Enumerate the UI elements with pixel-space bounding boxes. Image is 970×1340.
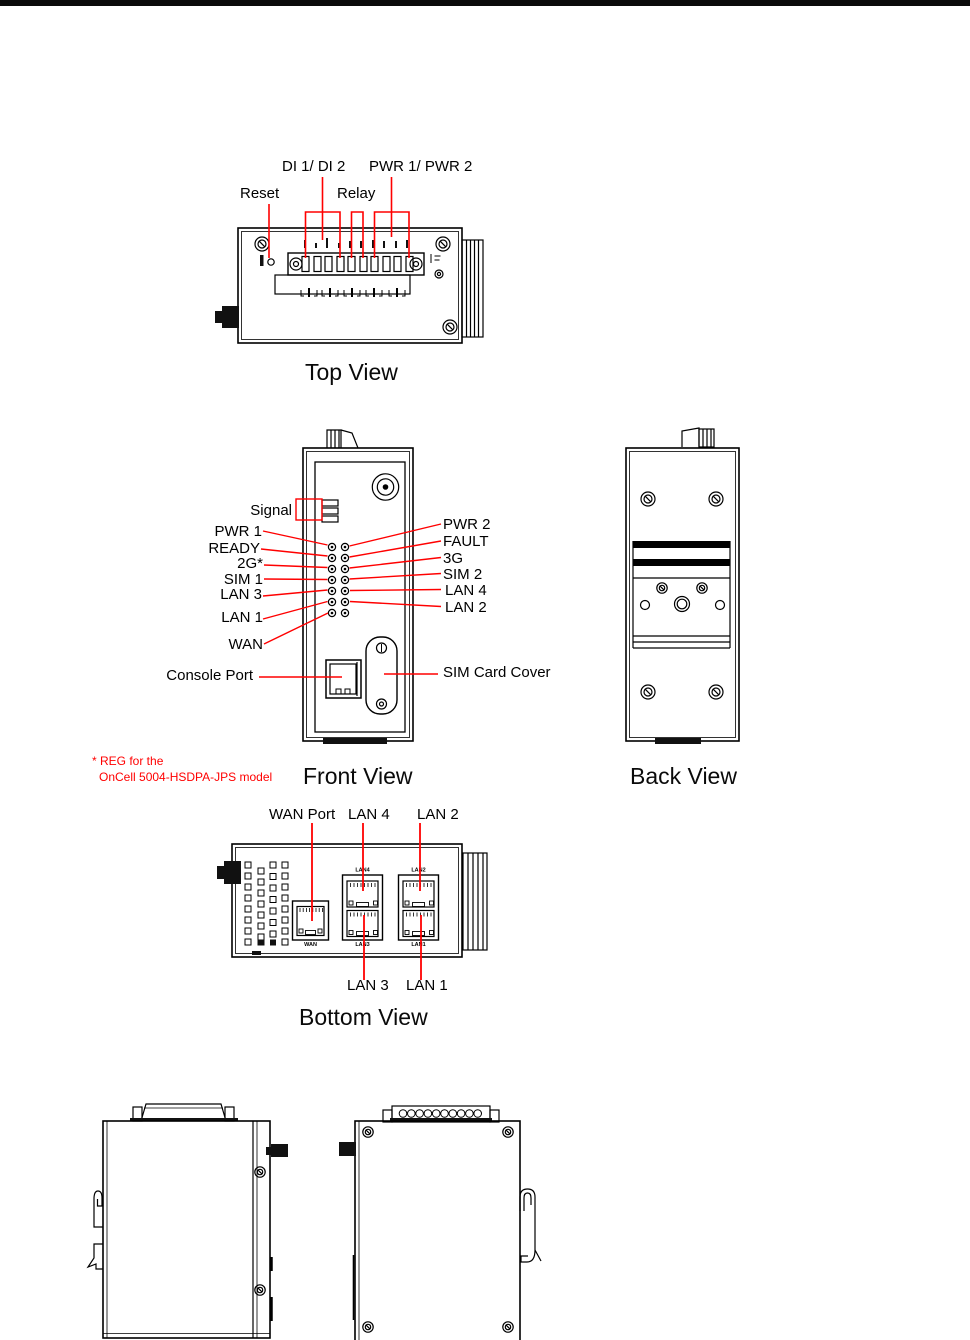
label-lan1-bottom: LAN 1 [406, 977, 448, 994]
antenna-connector [372, 474, 398, 500]
label-pwr1: PWR 1 [214, 523, 262, 540]
screw-icon [443, 320, 457, 334]
din-bracket-top [462, 240, 483, 337]
label-3g: 3G [443, 550, 464, 567]
screw-icon [436, 237, 450, 251]
back-view-drawing [626, 428, 739, 744]
lan1-port-label: LAN1 [411, 942, 426, 948]
wan-port [293, 901, 329, 948]
label-sim2: SIM 2 [443, 566, 483, 583]
top-view-drawing [215, 228, 483, 343]
label-pwr2: PWR 2 [443, 516, 491, 533]
label-di1-di2: DI 1/ DI 2 [282, 158, 346, 175]
screw-icon [503, 1127, 513, 1137]
label-relay: Relay [337, 185, 376, 202]
wan-port-label: WAN [304, 942, 317, 948]
lan2-port-label: LAN2 [411, 867, 426, 874]
front-view-caption: Front View [303, 763, 413, 789]
screw-icon [363, 1127, 373, 1137]
label-console-port: Console Port [166, 667, 253, 684]
lan3-port-label: LAN3 [355, 942, 370, 948]
screw-icon [641, 492, 655, 506]
bottom-view-caption: Bottom View [299, 1004, 428, 1030]
label-lan3: LAN 3 [220, 586, 262, 603]
din-clip-hooks [88, 1191, 103, 1269]
screw-icon [255, 1167, 265, 1177]
lan4-port-label: LAN4 [355, 867, 370, 874]
screw-icon [641, 685, 655, 699]
bottom-view-drawing [217, 844, 487, 957]
label-lan1: LAN 1 [221, 609, 263, 626]
label-lan4-bottom: LAN 4 [348, 806, 390, 823]
signal-strength-bars [322, 500, 338, 522]
label-wan-port: WAN Port [269, 806, 336, 823]
top-view-caption: Top View [305, 359, 398, 385]
side-view-right-drawing [339, 1106, 541, 1340]
din-rail-mount [633, 541, 730, 648]
antenna-stub-icon [224, 861, 241, 884]
screw-icon [255, 1285, 265, 1295]
vent-grid [245, 862, 288, 946]
screw-icon [709, 685, 723, 699]
antenna-stub-icon [339, 1142, 356, 1156]
din-bracket-bottom [463, 853, 487, 950]
pin-markings [304, 238, 408, 248]
lan-port-2-1 [399, 868, 439, 949]
sim-card-cover [366, 637, 397, 714]
terminal-block [275, 253, 424, 294]
top-connector [130, 1104, 238, 1122]
label-reset: Reset [240, 185, 280, 202]
label-pwr1-pwr2: PWR 1/ PWR 2 [369, 158, 473, 175]
label-sim1: SIM 1 [223, 571, 263, 588]
screw-icon [709, 492, 723, 506]
console-port [326, 660, 361, 698]
footnote-line1: * REG for the [92, 754, 164, 768]
terminal-bottom-markings [301, 288, 405, 297]
label-lan2: LAN 2 [445, 599, 487, 616]
front-view-drawing [303, 430, 413, 744]
screw-icon [255, 237, 269, 251]
label-lan2-bottom: LAN 2 [417, 806, 459, 823]
terminal-block-edge [383, 1106, 499, 1122]
back-view-caption: Back View [630, 763, 737, 789]
label-signal: Signal [250, 502, 292, 519]
label-fault: FAULT [443, 533, 489, 550]
antenna-stub-icon [271, 1144, 288, 1157]
screw-icon [363, 1322, 373, 1332]
label-lan4: LAN 4 [445, 582, 487, 599]
label-lan3-bottom: LAN 3 [347, 977, 389, 994]
antenna-stub-icon [222, 306, 239, 328]
reset-button [260, 255, 274, 266]
led-matrix [328, 543, 348, 616]
screw-icon [503, 1322, 513, 1332]
side-view-left-drawing [88, 1104, 288, 1338]
label-wan: WAN [228, 636, 263, 653]
din-clip-hooks [520, 1189, 541, 1262]
footnote-line2: OnCell 5004-HSDPA-JPS model [99, 770, 273, 784]
label-sim-card-cover: SIM Card Cover [443, 664, 551, 681]
label-ready: READY [208, 540, 260, 557]
label-2g: 2G* [237, 555, 263, 572]
